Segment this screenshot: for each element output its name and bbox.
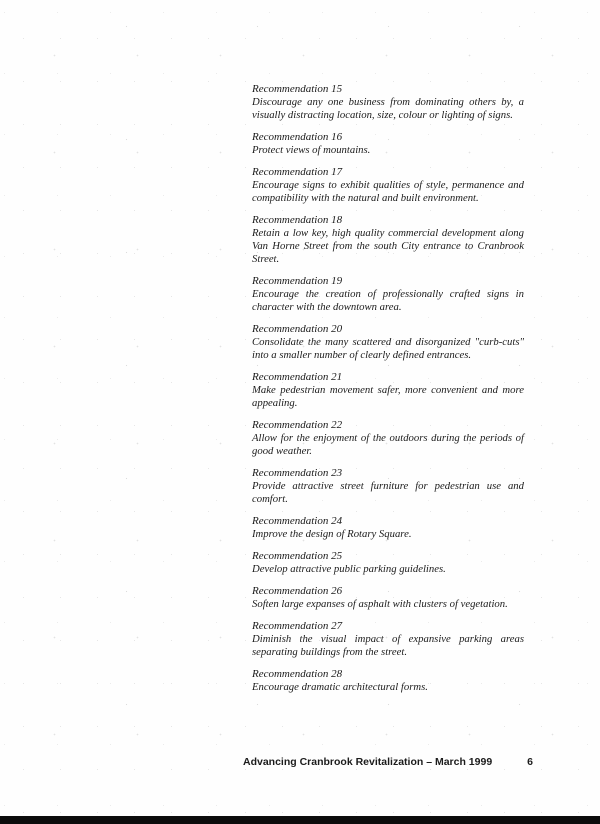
recommendation-line: good weather. <box>252 445 312 457</box>
recommendation-body <box>252 179 524 205</box>
recommendation-line: Consolidate the many scattered and disorganized "curb-cuts" <box>252 336 524 348</box>
recommendation-item <box>252 275 524 314</box>
recommendation-heading: Recommendation 16 <box>252 131 343 143</box>
recommendation-body <box>252 336 524 362</box>
recommendation-body <box>252 384 524 410</box>
recommendation-body <box>252 681 524 694</box>
recommendation-heading: Recommendation 24 <box>252 515 343 527</box>
recommendation-line: Encourage the creation of professionally crafted signs in <box>252 288 524 300</box>
recommendation-item <box>252 668 524 694</box>
recommendation-heading: Recommendation 17 <box>252 166 343 178</box>
recommendation-body <box>252 563 524 576</box>
recommendation-heading: Recommendation 23 <box>252 467 343 479</box>
recommendation-item <box>252 419 524 458</box>
recommendation-heading: Recommendation 19 <box>252 275 343 287</box>
recommendation-line: Street. <box>252 253 280 265</box>
recommendation-line: Retain a low key, high quality commercial development along <box>252 227 524 239</box>
recommendation-item <box>252 131 524 157</box>
recommendation-body <box>252 432 524 458</box>
recommendation-body <box>252 480 524 506</box>
recommendation-body <box>252 144 524 157</box>
recommendation-heading: Recommendation 18 <box>252 214 343 226</box>
page-number: 6 <box>527 756 533 768</box>
recommendation-body <box>252 633 524 659</box>
recommendation-line: Develop attractive public parking guidelines. <box>252 563 446 575</box>
recommendation-line: visually distracting location, size, colour or lighting of signs. <box>252 109 513 121</box>
recommendation-line: separating buildings from the street. <box>252 646 408 658</box>
recommendation-item <box>252 371 524 410</box>
recommendation-item <box>252 467 524 506</box>
recommendation-heading: Recommendation 25 <box>252 550 343 562</box>
recommendation-heading: Recommendation 26 <box>252 585 343 597</box>
recommendation-body <box>252 96 524 122</box>
recommendation-line: into a smaller number of clearly defined entrances. <box>252 349 472 361</box>
recommendation-line: Van Horne Street from the south City entrance to Cranbrook <box>252 240 524 252</box>
recommendation-item <box>252 323 524 362</box>
recommendation-line: Allow for the enjoyment of the outdoors during the periods of <box>252 432 524 444</box>
recommendation-item <box>252 83 524 122</box>
page-footer <box>243 756 533 768</box>
recommendation-item <box>252 515 524 541</box>
recommendation-line: Protect views of mountains. <box>252 144 371 156</box>
recommendation-item <box>252 585 524 611</box>
recommendation-line: Diminish the visual impact of expansive parking areas <box>252 633 524 645</box>
scan-edge-bar <box>0 816 600 824</box>
recommendation-item <box>252 620 524 659</box>
footer-title: Advancing Cranbrook Revitalization – March 1999 <box>243 756 493 768</box>
recommendation-line: character with the downtown area. <box>252 301 402 313</box>
recommendation-body <box>252 288 524 314</box>
recommendation-body <box>252 528 524 541</box>
recommendation-line: Discourage any one business from dominating others by, a <box>252 96 524 108</box>
recommendation-body <box>252 598 524 611</box>
recommendation-line: Encourage signs to exhibit qualities of style, permanence and <box>252 179 524 191</box>
recommendation-line: Make pedestrian movement safer, more convenient and more <box>252 384 524 396</box>
recommendation-line: comfort. <box>252 493 288 505</box>
recommendation-line: Encourage dramatic architectural forms. <box>252 681 428 693</box>
recommendation-line: appealing. <box>252 397 298 409</box>
recommendation-heading: Recommendation 15 <box>252 83 343 95</box>
recommendation-line: Soften large expanses of asphalt with clusters of vegetation. <box>252 598 508 610</box>
recommendation-heading: Recommendation 20 <box>252 323 343 335</box>
recommendation-item <box>252 166 524 205</box>
recommendation-line: Improve the design of Rotary Square. <box>252 528 412 540</box>
recommendation-heading: Recommendation 27 <box>252 620 343 632</box>
recommendation-item <box>252 550 524 576</box>
recommendation-item <box>252 214 524 266</box>
recommendation-heading: Recommendation 28 <box>252 668 343 680</box>
recommendation-line: Provide attractive street furniture for pedestrian use and <box>252 480 524 492</box>
recommendation-body <box>252 227 524 266</box>
recommendation-heading: Recommendation 21 <box>252 371 343 383</box>
recommendation-list <box>252 83 524 703</box>
recommendation-heading: Recommendation 22 <box>252 419 343 431</box>
recommendation-line: compatibility with the natural and built environment. <box>252 192 479 204</box>
